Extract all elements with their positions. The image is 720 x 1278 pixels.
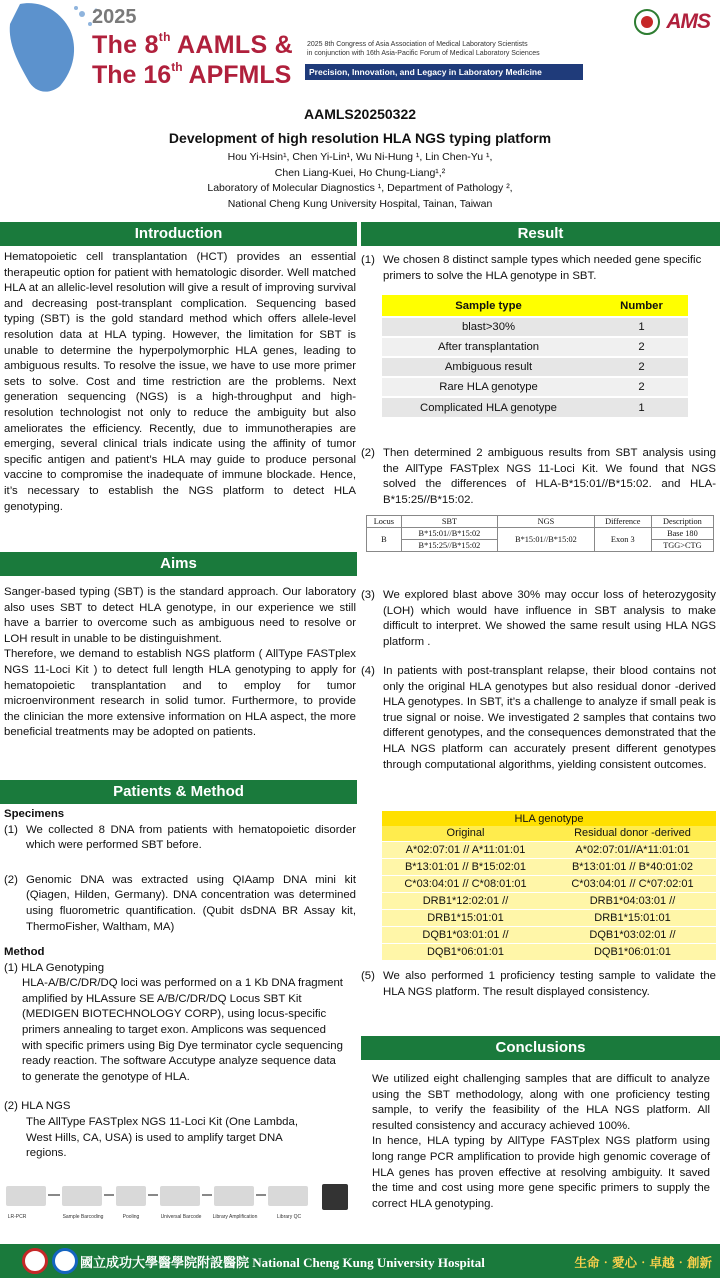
method-heading: Method [4, 946, 45, 958]
sample-type-table [382, 295, 688, 417]
method-block [4, 945, 356, 1162]
conclusions-paragraph: In hence, HLA typing by AllType FASTplex NGS platform using long range PCR amplification to provide high genomic coverage of HLA genes has proven effective at resolving ambiguity. It saved the time and cost using more gene specific primers to supply the correct HLA genotyping. [372, 1135, 710, 1210]
workflow-label: Pooling [122, 1214, 140, 1220]
conference-header [0, 0, 720, 96]
aims-paragraph: Sanger-based typing (SBT) is the standard approach. Our laboratory also uses SBT to detect HLA genotype, in our experience we still have a barrier to overcome such as ambiguous need to resolve or LOH result in unable to be distinguishment. [4, 586, 356, 645]
poster-title: Development of high resolution HLA NGS typing platform [168, 130, 552, 146]
table-header: Residual donor -derived [549, 826, 716, 841]
workflow-step [62, 1186, 102, 1206]
workflow-label: Library Amplification [212, 1214, 258, 1220]
workflow-step [116, 1186, 146, 1206]
table-header: NGS [498, 516, 595, 528]
result-item-1: (1) We chosen 8 distinct sample types which needed gene specific primers to solve the HLA genotype in SBT. [361, 254, 702, 282]
specimens-block [4, 807, 356, 935]
author-line: Chen Liang-Kuei, Ho Chung-Liang¹,² [274, 166, 446, 179]
method-item-title: (2) HLA NGS [4, 1100, 71, 1113]
specimen-item: (2) Genomic DNA was extracted using QIAamp DNA mini kit (Qiagen, Hilden, Germany). DNA concentration was determined using fluorometric quantification. (Qubit dsDNA BR Assay kit, ThermoFisher, Waltham, MA) [4, 873, 356, 933]
workflow-label: Universal Barcode [160, 1214, 202, 1220]
conference-title-line1: The 8th AAMLS & [92, 30, 294, 59]
table-row: B B*15:01//B*15:02 B*15:01//B*15:02 Exon 3 Base 180 [367, 528, 714, 540]
hospital-name: 國立成功大學醫學院附設醫院 National Cheng Kung University Hospital [80, 1255, 485, 1270]
table-row: After transplantation 2 [382, 337, 688, 357]
affiliation-line: Laboratory of Molecular Diagnostics ¹, Department of Pathology ², [207, 182, 513, 194]
workflow-step [268, 1186, 308, 1206]
specimen-item: (1) We collected 8 DNA from patients with hematopoietic disorder which were performed SBT before. [4, 823, 356, 852]
section-header-introduction: Introduction [0, 222, 357, 246]
affiliation-line: National Cheng Kung University Hospital, Tainan, Taiwan [227, 197, 493, 210]
method-item-text: HLA-A/B/C/DR/DQ loci was performed on a 1 Kb DNA fragment amplified by HLAssure SE A/B/C/DR/DQ Locus SBT Kit (MEDIGEN BIOTECHNOLOGY CORP), using locus-specific primers annealing to target exon. Amplicons was sequenced with specific primers using Big Dye terminator cycle sequencing ready reaction. The software Accutype analyze sequence data to generate the genotype of HLA. [22, 977, 343, 1083]
method-item-title: (1) HLA Genotyping [4, 961, 105, 974]
table-row: blast>30% 1 [382, 317, 688, 337]
specimens-heading: Specimens [4, 808, 65, 820]
method-item-text: The AllType FASTplex NGS 11-Loci Kit (One Lambda, West Hills, CA, USA) is used to amplify target DNA regions. [26, 1115, 299, 1160]
locus-comparison-table [366, 515, 714, 552]
conclusions-paragraph: We utilized eight challenging samples that are difficult to analyze using the SBT methodology, along with one proficiency testing sample, to verify the feasibility of the HLA NGS platform. All resulted consistency and accuracy achieved 100%. [372, 1073, 710, 1132]
table-row: A*02:07:01 // A*11:01:01 A*02:07:01//A*11:01:01 [382, 841, 716, 858]
ams-logo: AMS [666, 10, 710, 33]
aims-text [4, 585, 356, 741]
workflow-step [214, 1186, 254, 1206]
workflow-step [6, 1186, 46, 1206]
aims-paragraph: Therefore, we demand to establish NGS platform ( AllType FASTplex NGS 11-Loci Kit ) to detect full length HLA genotyping to apply for hematopoietic transplantation and to employ for tumor microenvironment research in solid tumor. Furthermore, to provide the clinician the more extensive information on HLA aspect, the more beneficial treatments may be adopted on patients. [4, 648, 356, 739]
author-line: Hou Yi-Hsin¹, Chen Yi-Lin¹, Wu Ni-Hung ¹, Lin Chen-Yu ¹, [227, 151, 493, 163]
table-row: B*13:01:01 // B*15:02:01 B*13:01:01 // B*40:01:02 [382, 858, 716, 875]
workflow-label: Library QC [276, 1214, 302, 1220]
result-item-4: (4) In patients with post-transplant relapse, their blood contains not only the original HLA genotypes but also residual donor -derived HLA genotypes. In SBT, it’s a challenge to analyze if small peak is true signal or noise. We investigated 2 samples that contains two different genotypes, and the consequences demonstrated that the HLA NGS platform can accurately present different genotypes through computational algorithms, yielding consistent outcomes. [361, 665, 716, 771]
header-logos [634, 8, 710, 36]
table-header: Number [595, 295, 688, 317]
abstract-id: AAMLS20250322 [303, 106, 417, 122]
table-header: Description [651, 516, 713, 528]
ngs-workflow-diagram [6, 1184, 356, 1228]
table-header: Difference [594, 516, 651, 528]
result-item-5: (5) We also performed 1 proficiency testing sample to validate the HLA NGS platform. The result displayed consistency. [361, 970, 716, 998]
table-header: Sample type [382, 295, 595, 317]
conference-title-line2: The 16th APFMLS [92, 60, 292, 89]
workflow-step [160, 1186, 200, 1206]
table-title: HLA genotype [382, 811, 716, 826]
conference-year: 2025 [92, 6, 137, 28]
table-row: DRB1*15:01:01 DRB1*15:01:01 [382, 909, 716, 926]
section-header-aims: Aims [0, 552, 357, 576]
result-item-3: (3) We explored blast above 30% may occur loss of heterozygosity (LOH) which would have influence in SBT analysis to make difficult to interpret. We showed the same result using HLA NGS platform . [361, 589, 716, 648]
table-header: Locus [367, 516, 402, 528]
table-row: DQB1*06:01:01 DQB1*06:01:01 [382, 943, 716, 960]
section-header-patients-method: Patients & Method [0, 780, 357, 804]
table-row: Rare HLA genotype 2 [382, 377, 688, 397]
table-row: B*15:25//B*15:02 TGG>CTG [367, 540, 714, 552]
conference-subtitle: 2025 8th Congress of Asia Association of Medical Laboratory Scientists in conjunction with 16th Asia-Pacific Forum of Medical Laboratory Sciences [307, 41, 540, 57]
hospital-footer [0, 1244, 720, 1278]
result-item-2: (2) Then determined 2 ambiguous results from SBT analysis using the AllType FASTplex NGS 11-Loci Kit. We found that NGS solved the differences of HLA-B*15:01//B*15:02. and HLA-B*15:25//B*15:02. [361, 447, 716, 506]
author-block [0, 150, 720, 212]
table-row: Complicated HLA genotype 1 [382, 397, 688, 417]
hospital-seal-icon [52, 1248, 78, 1274]
section-header-result: Result [361, 222, 720, 246]
workflow-label: Sample Barcoding [62, 1214, 104, 1220]
workflow-label: LR-PCR [7, 1214, 27, 1220]
section-header-conclusions: Conclusions [361, 1036, 720, 1060]
table-row: Ambiguous result 2 [382, 357, 688, 377]
hla-genotype-table [382, 811, 716, 960]
conference-theme-banner: Precision, Innovation, and Legacy in Laboratory Medicine [305, 64, 583, 80]
conclusions-text [372, 1072, 710, 1212]
hospital-slogan: 生命‧愛心‧卓越‧創新 [574, 1256, 712, 1270]
table-row: DQB1*03:01:01 // DQB1*03:02:01 // [382, 926, 716, 943]
table-header: Original [382, 826, 549, 841]
table-row: DRB1*12:02:01 // DRB1*04:03:01 // [382, 892, 716, 909]
table-header: SBT [401, 516, 498, 528]
table-row: C*03:04:01 // C*08:01:01 C*03:04:01 // C*07:02:01 [382, 875, 716, 892]
introduction-text: Hematopoietic cell transplantation (HCT) provides an essential therapeutic option for patient with hematologic disorder. Well matched HLA at an allelic-level resolution will give a result of improving survival and decreasing post-transplant complication. Sequencing based typing (SBT) is the gold standard method which offers allele-level resolution data at HLA typing. However, the limitation for SBT is unable to determine the hyperpolymorphic HLA genes, leading to ambiguous results. To resolve the issue, we have to use more primer sets to solve. Cost and time restriction are the problems. Next generation sequencing (NGS) is a high-throughput and high-resolution technologist not only to reduce the ambiguity but also ameliorates the efficiency. Recently, due to immunotherapies are emerging, several clinical trials indicate using the affinity of tumor specific antigen and patient’s HLA may guide to produce personal vaccine to compromise the inadequate of immune blockade. Hence, it’s necessary to establish the NGS platform to detect HLA genotyping. [4, 251, 356, 513]
university-seal-icon [22, 1248, 48, 1274]
sequencer-icon [322, 1184, 348, 1210]
society-seal-icon [634, 9, 660, 35]
